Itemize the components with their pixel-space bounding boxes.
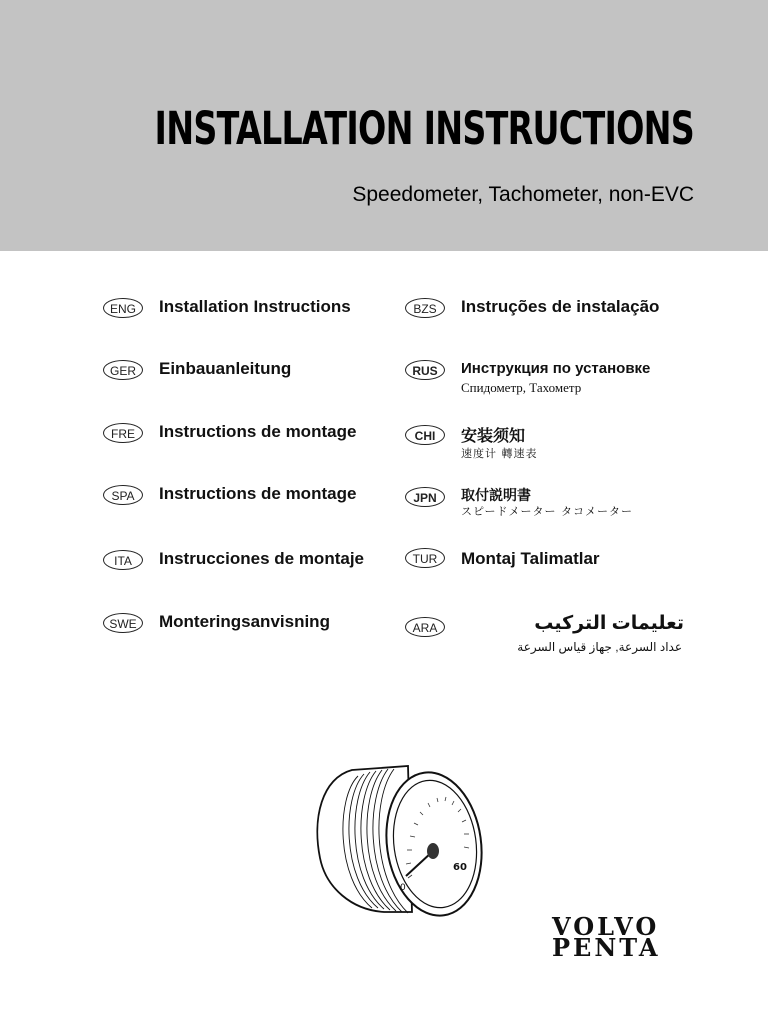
language-code-badge: SPA — [103, 485, 143, 505]
language-code-badge: GER — [103, 360, 143, 380]
gauge-hub — [427, 843, 439, 859]
language-code-badge: FRE — [103, 423, 143, 443]
language-title-arabic: تعليمات التركيب — [534, 613, 684, 634]
logo-line-2: PENTA — [552, 933, 661, 962]
language-title: 安装须知 — [461, 428, 526, 445]
language-code-badge: JPN — [405, 487, 445, 507]
logo-line-1: VOLVO — [552, 912, 660, 941]
language-code-badge: ITA — [103, 550, 143, 570]
language-code-badge: RUS — [405, 360, 445, 380]
page-title: INSTALLATION INSTRUCTIONS — [154, 102, 694, 155]
language-title: Montaj Talimatlar — [461, 549, 600, 568]
language-subtitle-arabic: عداد السرعة, جهاز قياس السرعة — [517, 640, 682, 654]
header-band — [0, 0, 768, 251]
page-subtitle: Speedometer, Tachometer, non-EVC — [352, 183, 694, 206]
language-title: Instructions de montage — [159, 422, 357, 441]
gauge-illustration — [312, 758, 486, 922]
language-title: Инструкция по установке — [461, 360, 651, 377]
language-subtitle: Спидометр, Тахометр — [461, 380, 582, 395]
language-code-badge: SWE — [103, 613, 143, 633]
language-subtitle: 速度计 轉速表 — [461, 447, 538, 460]
language-title: 取付説明書 — [461, 487, 531, 503]
language-title: Instrucciones de montaje — [159, 549, 364, 568]
language-title: Einbauanleitung — [159, 359, 292, 378]
language-title: Instruções de instalação — [461, 297, 660, 316]
language-subtitle: スピードメーター タコメーター — [461, 505, 633, 518]
language-code-badge: TUR — [405, 548, 445, 568]
language-code-badge: CHI — [405, 425, 445, 445]
language-title: Installation Instructions — [159, 297, 351, 316]
language-title: Monteringsanvisning — [159, 612, 330, 631]
language-title: Instructions de montage — [159, 484, 357, 503]
language-code-badge: BZS — [405, 298, 445, 318]
gauge-min-label: 0 — [400, 883, 406, 893]
language-code-badge: ARA — [405, 617, 445, 637]
language-code-badge: ENG — [103, 298, 143, 318]
gauge-max-label: 60 — [453, 862, 467, 873]
volvo-penta-logo — [552, 912, 698, 962]
